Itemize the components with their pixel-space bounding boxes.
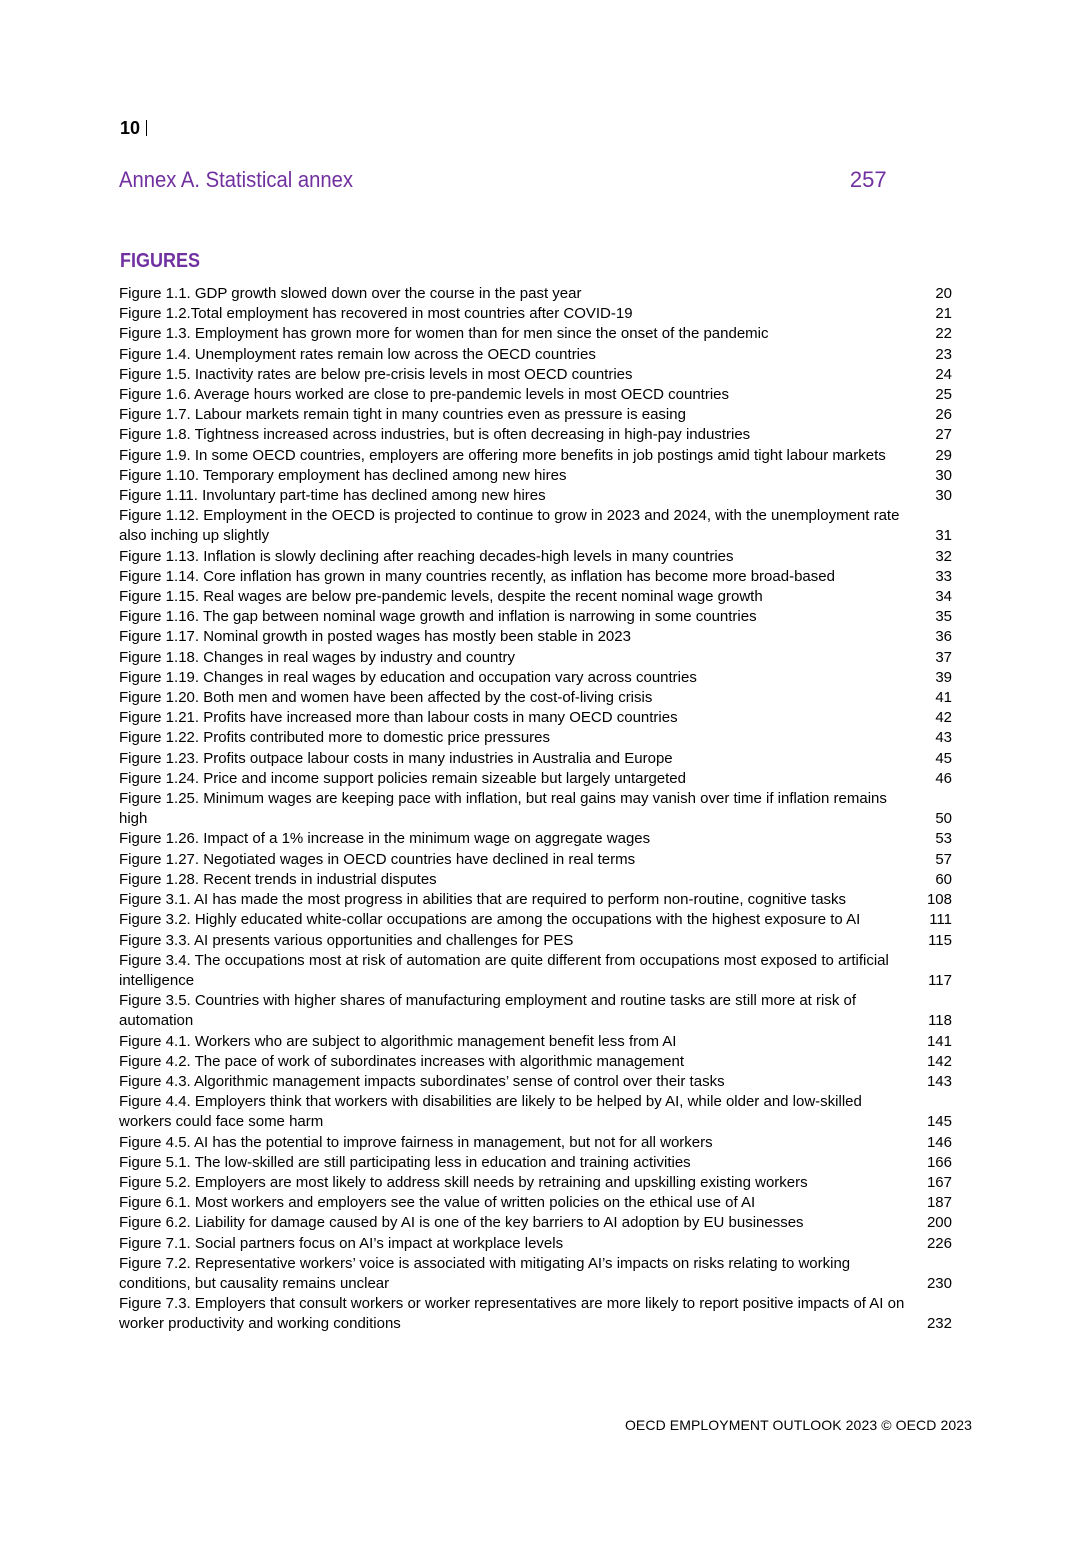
figure-page-number: 200 (926, 1214, 952, 1232)
figure-title: Figure 1.10. Temporary employment has declined among new hires (119, 466, 567, 484)
figure-page-number: 118 (928, 1012, 952, 1030)
figure-title: Figure 5.1. The low-skilled are still participating less in education and training activities (119, 1153, 691, 1171)
annex-page-number: 257 (850, 167, 887, 192)
figure-toc-entry[interactable] (119, 769, 952, 789)
figure-toc-entry[interactable] (119, 627, 952, 647)
figure-toc-entry[interactable] (119, 486, 952, 506)
figure-page-number: 31 (935, 527, 952, 545)
figure-title: Figure 1.20. Both men and women have been affected by the cost-of-living crisis (119, 689, 653, 707)
figure-toc-entry[interactable] (119, 1153, 952, 1173)
figure-page-number: 21 (935, 305, 952, 323)
page-footer: OECD EMPLOYMENT OUTLOOK 2023 © OECD 2023 (624, 1417, 972, 1433)
figure-toc-entry[interactable] (119, 345, 952, 365)
page-number (120, 117, 147, 139)
figure-title: Figure 1.14. Core inflation has grown in many countries recently, as inflation has become more broad-based (119, 567, 835, 585)
figure-page-number: 29 (935, 446, 952, 464)
figure-title: Figure 1.9. In some OECD countries, employers are offering more benefits in job postings amid tight labour markets (119, 446, 886, 464)
figure-page-number: 35 (935, 608, 952, 626)
figures-heading: FIGURES (120, 250, 201, 272)
figure-title: Figure 1.8. Tightness increased across industries, but is often decreasing in high-pay industries (119, 426, 751, 444)
figure-page-number: 167 (926, 1173, 952, 1191)
figure-title: Figure 1.15. Real wages are below pre-pandemic levels, despite the recent nominal wage growth (119, 588, 763, 606)
figure-title: Figure 6.1. Most workers and employers see the value of written policies on the ethical use of AI (119, 1194, 756, 1212)
figure-title: Figure 4.3. Algorithmic management impacts subordinates’ sense of control over their tasks (119, 1072, 725, 1090)
figure-page-number: 145 (926, 1113, 952, 1131)
figure-title: Figure 7.1. Social partners focus on AI’s impact at workplace levels (119, 1234, 564, 1252)
figure-title: Figure 1.18. Changes in real wages by industry and country (119, 648, 516, 666)
figure-title: Figure 6.2. Liability for damage caused by AI is one of the key barriers to AI adoption by EU businesses (119, 1214, 804, 1232)
figure-title: Figure 1.23. Profits outpace labour costs in many industries in Australia and Europe (119, 749, 673, 767)
figure-toc-entry[interactable] (119, 850, 952, 870)
figure-toc-entry[interactable] (119, 1173, 952, 1193)
figure-toc-entry[interactable] (119, 1072, 952, 1092)
figure-title: Figure 1.27. Negotiated wages in OECD countries have declined in real terms (119, 850, 636, 868)
figure-title: Figure 1.28. Recent trends in industrial disputes (119, 870, 437, 888)
figure-title: Figure 7.2. Representative workers’ voice is associated with mitigating AI’s impacts on risks relating to working conditions, but causality remains unclear (119, 1254, 851, 1292)
figure-toc-entry[interactable] (119, 648, 952, 668)
figure-page-number: 50 (935, 810, 952, 828)
figure-toc-entry[interactable] (119, 1133, 952, 1153)
figure-title: Figure 5.2. Employers are most likely to address skill needs by retraining and upskilling existing workers (119, 1173, 808, 1191)
figure-page-number: 41 (935, 689, 952, 707)
figure-toc-entry[interactable] (119, 728, 952, 748)
figure-toc-entry[interactable] (119, 829, 952, 849)
figure-toc-entry[interactable] (119, 1092, 952, 1132)
figure-toc-entry[interactable] (119, 749, 952, 769)
figure-toc-entry[interactable] (119, 688, 952, 708)
figure-page-number: 45 (935, 749, 952, 767)
figure-title: Figure 3.2. Highly educated white-collar occupations are among the occupations with the highest exposure to AI (119, 911, 861, 929)
figure-title: Figure 1.12. Employment in the OECD is projected to continue to grow in 2023 and 2024, with the unemployment rate also inching up slightly (119, 507, 900, 545)
figure-toc-entry[interactable] (119, 506, 952, 546)
figure-title: Figure 1.16. The gap between nominal wage growth and inflation is narrowing in some countries (119, 608, 757, 626)
figure-title: Figure 3.1. AI has made the most progress in abilities that are required to perform non-routine, cognitive tasks (119, 891, 847, 909)
figure-title: Figure 1.13. Inflation is slowly declining after reaching decades-high levels in many countries (119, 547, 734, 565)
figure-toc-entry[interactable] (119, 1052, 952, 1072)
figure-title: Figure 4.4. Employers think that workers with disabilities are likely to be helped by AI, while older and low-skilled workers could face some harm (119, 1093, 862, 1131)
figure-page-number: 60 (935, 870, 952, 888)
figure-page-number: 115 (928, 931, 952, 949)
page-number-value: 10 (120, 118, 141, 138)
figure-page-number: 34 (935, 588, 952, 606)
figure-page-number: 53 (935, 830, 952, 848)
figure-toc-entry[interactable] (119, 708, 952, 728)
figure-toc-entry[interactable] (119, 385, 952, 405)
figure-toc-entry[interactable] (119, 405, 952, 425)
figure-title: Figure 1.24. Price and income support policies remain sizeable but largely untargeted (119, 769, 686, 787)
figure-toc-entry[interactable] (119, 587, 952, 607)
figure-title: Figure 1.1. GDP growth slowed down over the course in the past year (119, 285, 582, 302)
figure-page-number: 39 (935, 668, 952, 686)
figure-page-number: 36 (935, 628, 952, 646)
figure-page-number: 22 (935, 325, 952, 343)
figure-toc-entry[interactable] (119, 668, 952, 688)
figure-title: Figure 1.26. Impact of a 1% increase in the minimum wage on aggregate wages (119, 830, 651, 848)
figure-page-number: 117 (928, 971, 952, 989)
figure-toc-entry[interactable] (119, 607, 952, 627)
figure-toc-entry[interactable] (119, 870, 952, 890)
page-number-separator (146, 120, 147, 136)
figure-page-number: 46 (935, 769, 952, 787)
figure-page-number: 26 (935, 406, 952, 424)
figure-title: Figure 1.11. Involuntary part-time has declined among new hires (119, 487, 546, 505)
figure-toc-entry[interactable] (119, 1294, 952, 1334)
figure-page-number: 143 (926, 1072, 952, 1090)
figure-page-number: 25 (935, 386, 952, 404)
figure-title: Figure 4.1. Workers who are subject to algorithmic management benefit less from AI (119, 1032, 677, 1050)
figure-title: Figure 1.21. Profits have increased more than labour costs in many OECD countries (119, 709, 678, 727)
figure-page-number: 30 (935, 487, 952, 505)
figure-toc-entry[interactable] (119, 890, 952, 910)
figure-title: Figure 1.22. Profits contributed more to domestic price pressures (119, 729, 551, 747)
figure-title: Figure 1.4. Unemployment rates remain low across the OECD countries (119, 345, 596, 363)
figure-page-number: 230 (926, 1274, 952, 1292)
figure-page-number: 166 (926, 1153, 952, 1171)
figure-toc-entry[interactable] (119, 324, 952, 344)
figure-title: Figure 3.3. AI presents various opportunities and challenges for PES (119, 931, 574, 949)
annex-toc-entry[interactable] (119, 166, 885, 194)
figure-title: Figure 3.4. The occupations most at risk of automation are quite different from occupations most exposed to artificial intelligence (119, 951, 889, 989)
figure-title: Figure 1.7. Labour markets remain tight in many countries even as pressure is easing (119, 406, 686, 424)
figure-toc-entry[interactable] (119, 466, 952, 486)
figure-title: Figure 1.19. Changes in real wages by education and occupation vary across countries (119, 668, 697, 686)
figure-page-number: 37 (935, 648, 952, 666)
figure-toc-entry[interactable] (119, 1254, 952, 1294)
figure-title: Figure 4.5. AI has the potential to improve fairness in management, but not for all workers (119, 1133, 713, 1151)
figure-toc-entry[interactable] (119, 1234, 952, 1254)
figure-title: Figure 1.6. Average hours worked are close to pre-pandemic levels in most OECD countries (119, 386, 730, 404)
figure-page-number: 141 (926, 1032, 952, 1050)
figure-toc-entry[interactable] (119, 789, 952, 829)
figure-toc-entry[interactable] (119, 284, 952, 304)
figure-page-number: 43 (935, 729, 952, 747)
figure-page-number: 24 (935, 365, 952, 383)
figure-page-number: 33 (935, 567, 952, 585)
figure-title: Figure 1.25. Minimum wages are keeping pace with inflation, but real gains may vanish over time if inflation remains high (119, 790, 887, 828)
figure-page-number: 23 (935, 345, 952, 363)
figure-page-number: 146 (926, 1133, 952, 1151)
figure-page-number: 226 (926, 1234, 952, 1252)
figure-title: Figure 4.2. The pace of work of subordinates increases with algorithmic management (119, 1052, 685, 1070)
figure-page-number: 27 (935, 426, 952, 444)
figure-title: Figure 3.5. Countries with higher shares of manufacturing employment and routine tasks are still more at risk of automation (119, 992, 857, 1030)
figures-list (119, 284, 952, 1335)
figure-title: Figure 1.17. Nominal growth in posted wages has mostly been stable in 2023 (119, 628, 631, 646)
figure-toc-entry[interactable] (119, 547, 952, 567)
figure-toc-entry[interactable] (119, 1213, 952, 1233)
figure-title: Figure 1.2.Total employment has recovered in most countries after COVID-19 (119, 305, 633, 323)
figure-title: Figure 1.5. Inactivity rates are below pre-crisis levels in most OECD countries (119, 365, 633, 383)
figure-title: Figure 7.3. Employers that consult workers or worker representatives are more likely to report positive impacts of AI on worker productivity and working conditions (119, 1295, 905, 1333)
figure-toc-entry[interactable] (119, 446, 952, 466)
figure-toc-entry[interactable] (119, 910, 952, 930)
figure-toc-entry[interactable] (119, 1032, 952, 1052)
figure-page-number: 57 (935, 850, 952, 868)
figure-page-number: 30 (935, 466, 952, 484)
figure-page-number: 187 (926, 1194, 952, 1212)
figure-page-number: 232 (926, 1315, 952, 1333)
figure-toc-entry[interactable] (119, 567, 952, 587)
annex-title: Annex A. Statistical annex (119, 167, 354, 192)
figure-toc-entry[interactable] (119, 951, 952, 991)
figure-toc-entry[interactable] (119, 365, 952, 385)
figure-page-number: 111 (929, 911, 952, 929)
figure-title: Figure 1.3. Employment has grown more for women than for men since the onset of the pandemic (119, 325, 769, 343)
figure-toc-entry[interactable] (119, 425, 952, 445)
figure-page-number: 142 (926, 1052, 952, 1070)
figure-toc-entry[interactable] (119, 931, 952, 951)
figure-toc-entry[interactable] (119, 1193, 952, 1213)
figure-page-number: 20 (935, 285, 952, 302)
figure-page-number: 42 (935, 709, 952, 727)
figure-page-number: 32 (935, 547, 952, 565)
figure-toc-entry[interactable] (119, 991, 952, 1031)
figure-page-number: 108 (926, 891, 952, 909)
figure-toc-entry[interactable] (119, 304, 952, 324)
